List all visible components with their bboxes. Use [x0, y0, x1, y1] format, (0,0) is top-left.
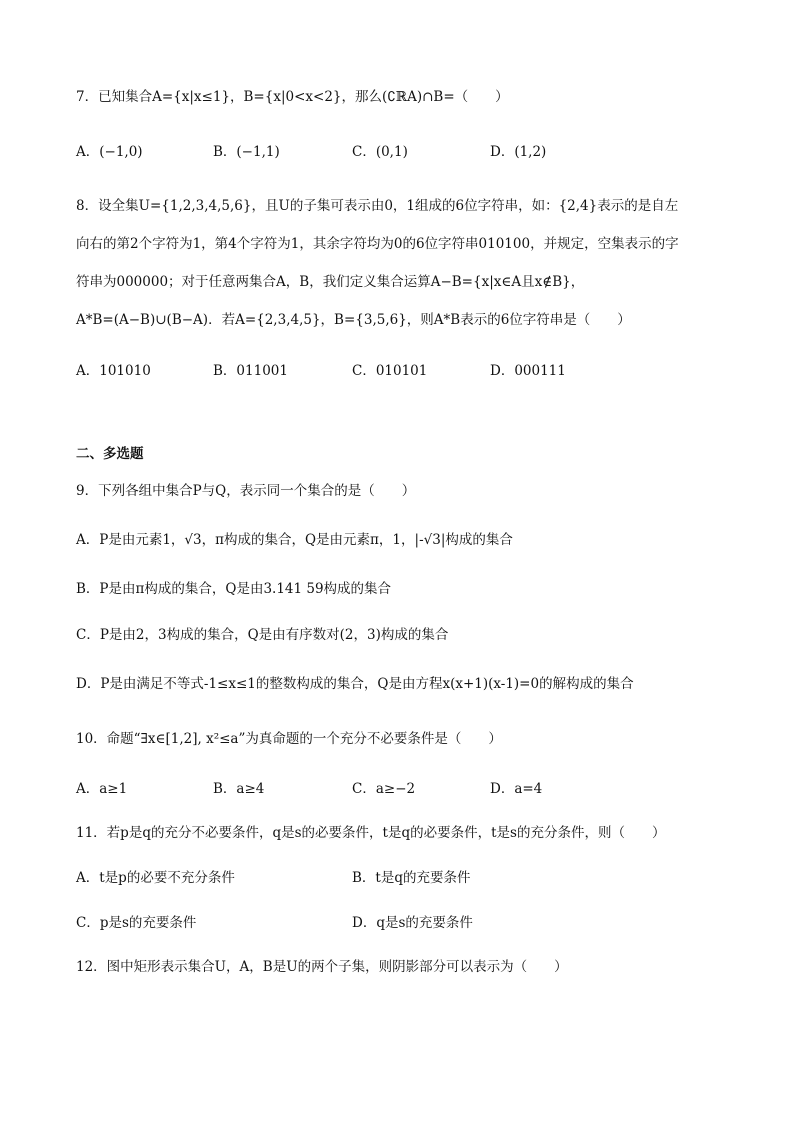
- q8-line-2: 向右的第2个字符为1，第4个字符为1，其余字符均为0的6位字符串010100，并规定，空集表示的字: [76, 236, 679, 252]
- q8-option-a: A．101010: [76, 363, 151, 379]
- q8-option-c: C．010101: [352, 363, 428, 379]
- q10-option-a: A．a≥1: [76, 781, 128, 797]
- q11-stem: 11．若p是q的充分不必要条件，q是s的必要条件，t是q的必要条件，t是s的充分条件，则（ ）: [76, 825, 666, 841]
- q8-line-4: A*B=(A−B)∪(B−A)．若A={2,3,4,5}，B={3,5,6}，则A*B表示的6位字符串是（ ）: [76, 312, 631, 328]
- q8-option-d: D．000111: [490, 363, 566, 379]
- q10-option-d: D．a=4: [490, 781, 543, 797]
- q7-option-d: D．(1,2): [490, 144, 547, 160]
- q8-line-1: 8．设全集U={1,2,3,4,5,6}，且U的子集可表示由0，1组成的6位字符串，如：{2,4}表示的是自左: [76, 198, 679, 214]
- q11-option-a: A．t是p的必要不充分条件: [76, 870, 235, 886]
- q7-option-b: B．(−1,1): [213, 144, 280, 160]
- q9-option-b: B．P是由π构成的集合，Q是由3.141 59构成的集合: [76, 581, 392, 597]
- q8-line-3: 符串为000000；对于任意两集合A，B，我们定义集合运算A−B={x|x∈A且x∉B}，: [76, 274, 585, 290]
- q10-stem: 10．命题“∃x∈[1,2], x²≤a”为真命题的一个充分不必要条件是（ ）: [76, 731, 502, 747]
- q10-option-c: C．a≥−2: [352, 781, 416, 797]
- q10-option-b: B．a≥4: [213, 781, 265, 797]
- q12-stem: 12．图中矩形表示集合U，A，B是U的两个子集，则阴影部分可以表示为（ ）: [76, 959, 568, 975]
- q9-option-a: A．P是由元素1，√3，π构成的集合，Q是由元素π，1，|-√3|构成的集合: [76, 532, 513, 548]
- q9-option-c: C．P是由2，3构成的集合，Q是由有序数对(2，3)构成的集合: [76, 627, 449, 643]
- q7-option-c: C．(0,1): [352, 144, 408, 160]
- q11-option-d: D．q是s的充要条件: [352, 915, 473, 931]
- q11-option-c: C．p是s的充要条件: [76, 915, 197, 931]
- q9-option-d: D．P是由满足不等式-1≤x≤1的整数构成的集合，Q是由方程x(x+1)(x-1)=0的解构成的集合: [76, 676, 634, 692]
- q8-option-b: B．011001: [213, 363, 288, 379]
- q7-stem: 7．已知集合A={x|x≤1}，B={x|0<x<2}，那么(∁ℝA)∩B=（ ）: [76, 89, 509, 105]
- q9-stem: 9．下列各组中集合P与Q，表示同一个集合的是（ ）: [76, 483, 416, 499]
- q7-option-a: A．(−1,0): [76, 144, 143, 160]
- section-heading: 二、多选题: [76, 446, 144, 462]
- q11-option-b: B．t是q的充要条件: [352, 870, 471, 886]
